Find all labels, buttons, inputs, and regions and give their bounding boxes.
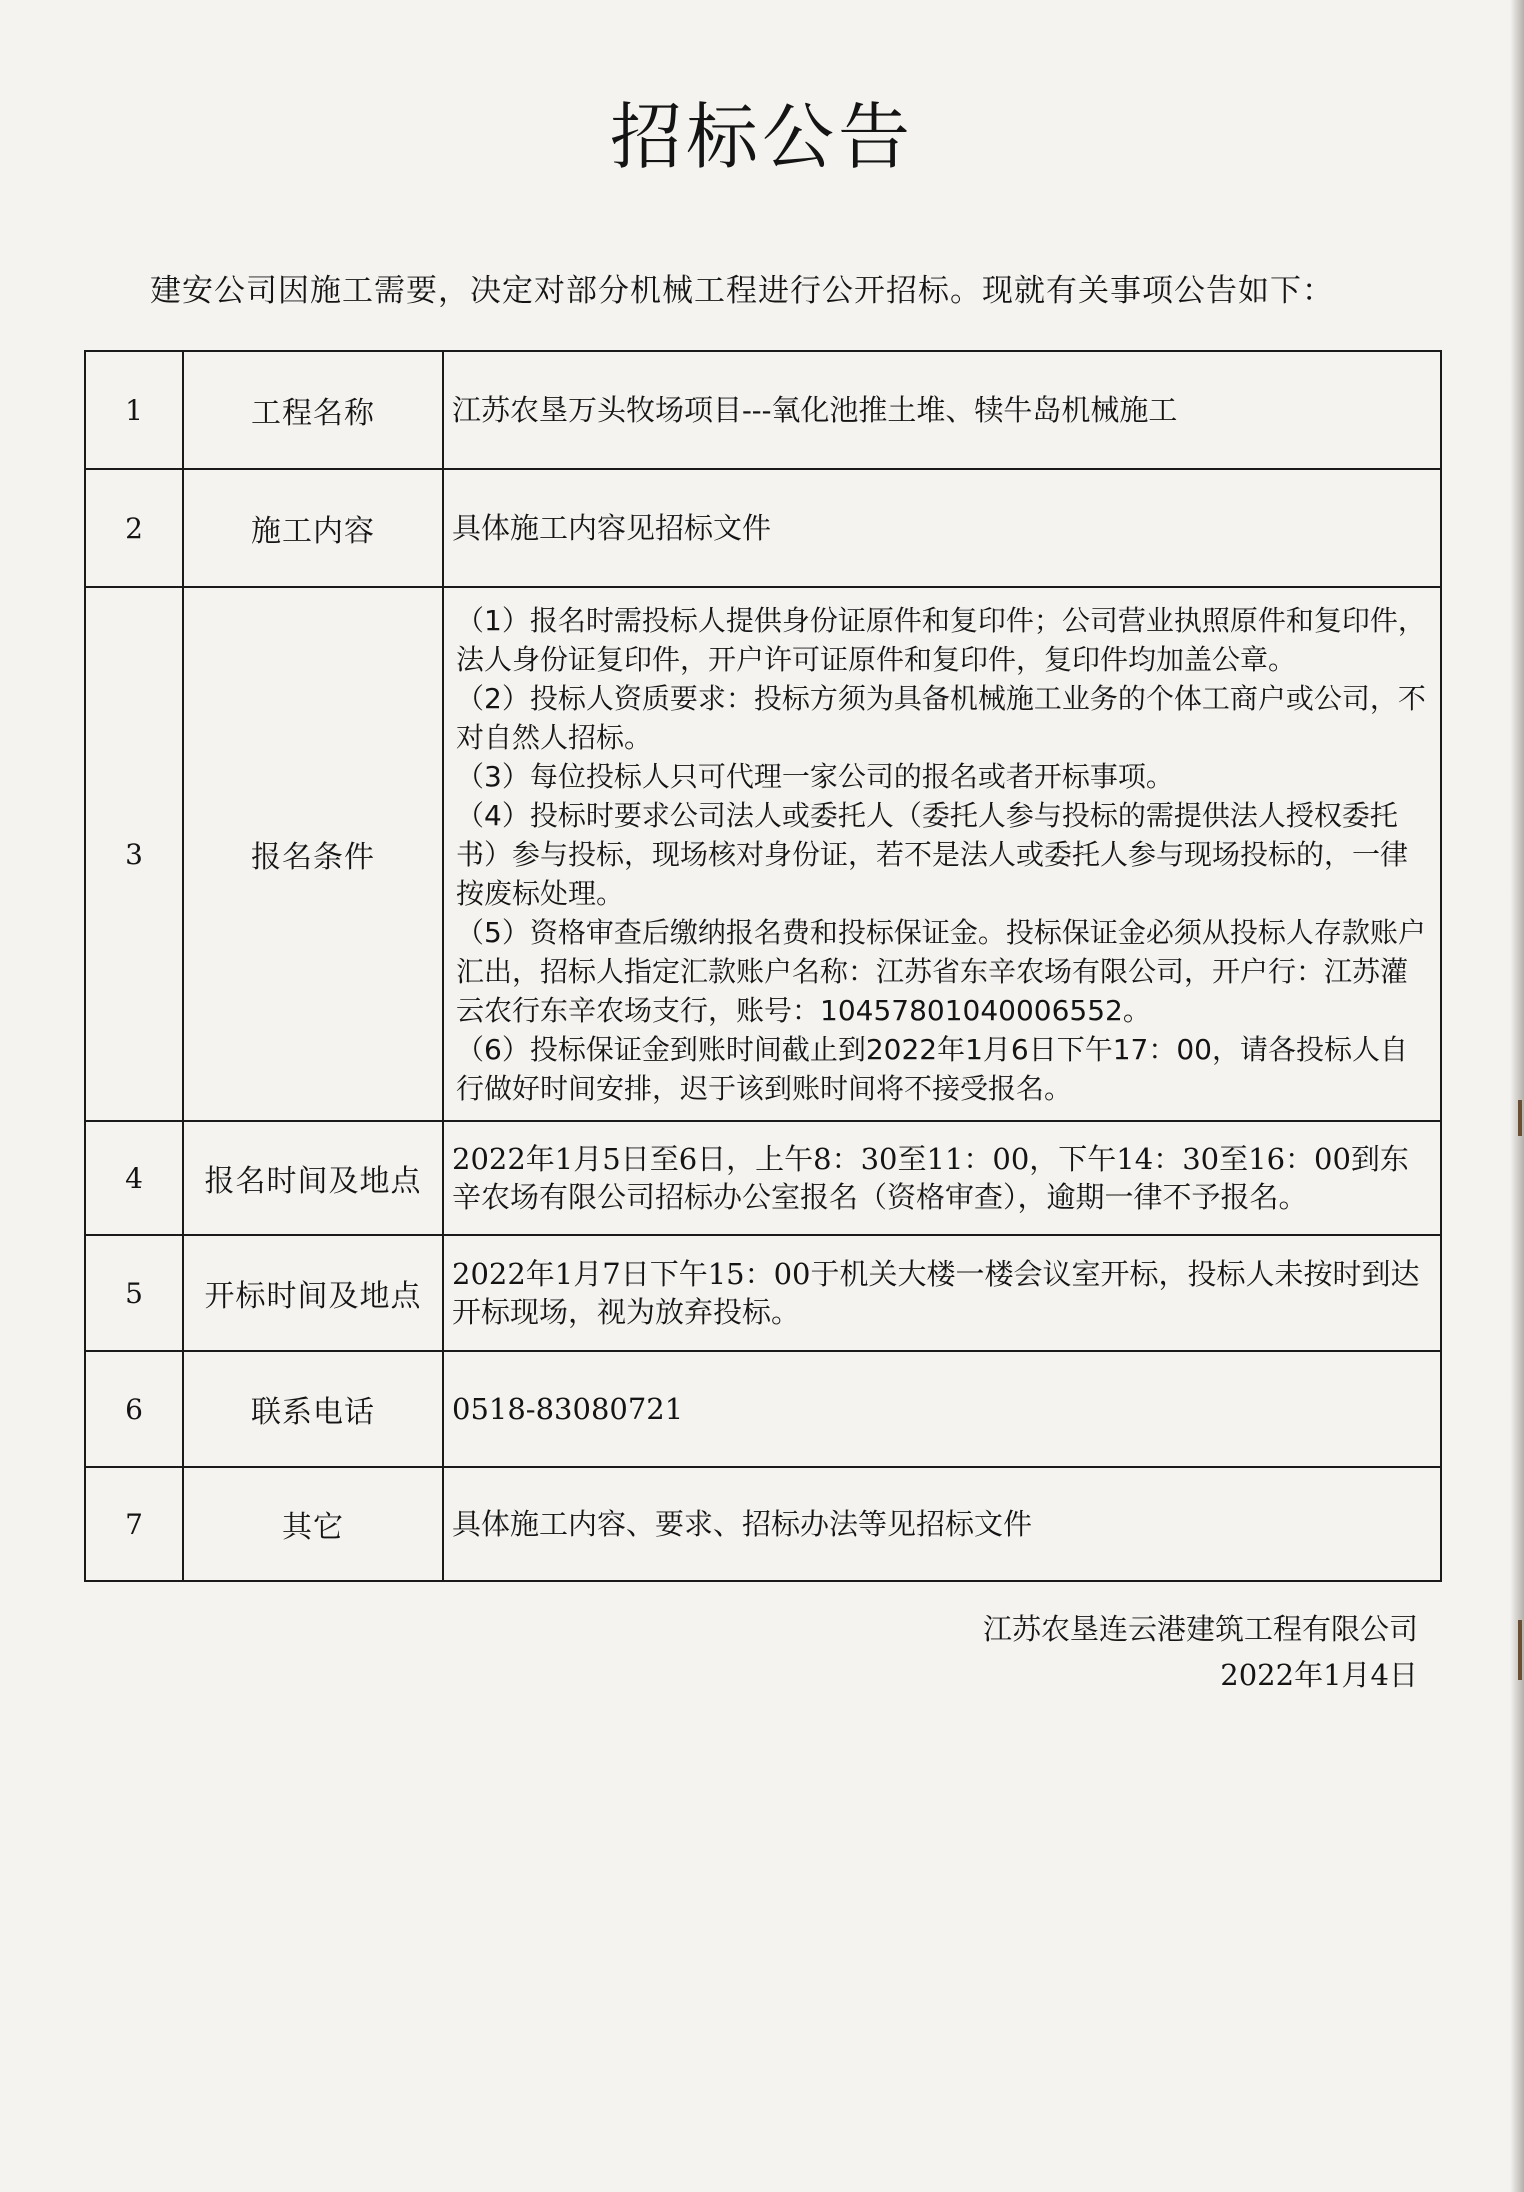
notice-table	[84, 350, 1442, 1582]
page-title: 招标公告	[609, 95, 914, 179]
table-row	[85, 587, 1441, 1121]
condition-item: （3）每位投标人只可代理一家公司的报名或者开标事项。	[456, 759, 1174, 793]
row-content: 具体施工内容见招标文件	[443, 469, 1441, 587]
row-label: 工程名称	[183, 351, 443, 469]
row-label: 报名时间及地点	[183, 1121, 443, 1235]
issue-date: 2022年1月4日	[1220, 1658, 1418, 1692]
row-content: 2022年1月5日至6日，上午8：30至11：00，下午14：30至16：00到东辛农场有限公司招标办公室报名（资格审查），逾期一律不予报名。	[443, 1121, 1441, 1235]
row-number: 7	[85, 1467, 183, 1581]
table-row	[85, 469, 1441, 587]
condition-item: （1）报名时需投标人提供身份证原件和复印件；公司营业执照原件和复印件，法人身份证复印件，开户许可证原件和复印件，复印件均加盖公章。	[456, 603, 1426, 676]
table-row	[85, 1121, 1441, 1235]
row-label: 施工内容	[183, 469, 443, 587]
page-edge-mark	[1518, 1620, 1522, 1680]
row-number: 4	[85, 1121, 183, 1235]
page-edge-shadow	[1510, 0, 1524, 2192]
table-row	[85, 1235, 1441, 1351]
row-number: 3	[85, 587, 183, 1121]
row-number: 2	[85, 469, 183, 587]
row-content: 具体施工内容、要求、招标办法等见招标文件	[443, 1467, 1441, 1581]
table-row	[85, 1467, 1441, 1581]
row-number: 6	[85, 1351, 183, 1467]
condition-item: （2）投标人资质要求：投标方须为具备机械施工业务的个体工商户或公司，不对自然人招标。	[456, 681, 1426, 754]
table-row	[85, 351, 1441, 469]
table-row	[85, 1351, 1441, 1467]
condition-item: （6）投标保证金到账时间截止到2022年1月6日下午17：00，请各投标人自行做好时间安排，迟于该到账时间将不接受报名。	[456, 1032, 1408, 1105]
row-content: 0518-83080721	[443, 1351, 1441, 1467]
registration-conditions	[443, 587, 1441, 1121]
condition-item: （5）资格审查后缴纳报名费和投标保证金。投标保证金必须从投标人存款账户汇出，招标人指定汇款账户名称：江苏省东辛农场有限公司，开户行：江苏灌云农行东辛农场支行，账号：10457801040006552。	[456, 915, 1426, 1027]
row-number: 5	[85, 1235, 183, 1351]
row-label: 联系电话	[183, 1351, 443, 1467]
issuer-company: 江苏农垦连云港建筑工程有限公司	[982, 1612, 1418, 1646]
row-content: 2022年1月7日下午15：00于机关大楼一楼会议室开标，投标人未按时到达开标现场，视为放弃投标。	[443, 1235, 1441, 1351]
row-content: 江苏农垦万头牧场项目---氧化池推土堆、犊牛岛机械施工	[443, 351, 1441, 469]
page-edge-mark	[1518, 1100, 1522, 1136]
row-label: 报名条件	[183, 587, 443, 1121]
row-label: 开标时间及地点	[183, 1235, 443, 1351]
row-label: 其它	[183, 1467, 443, 1581]
intro-paragraph: 建安公司因施工需要，决定对部分机械工程进行公开招标。现就有关事项公告如下：	[150, 273, 1334, 309]
condition-item: （4）投标时要求公司法人或委托人（委托人参与投标的需提供法人授权委托书）参与投标，现场核对身份证，若不是法人或委托人参与现场投标的，一律按废标处理。	[456, 798, 1409, 910]
row-number: 1	[85, 351, 183, 469]
signature-block	[983, 1606, 1418, 1698]
